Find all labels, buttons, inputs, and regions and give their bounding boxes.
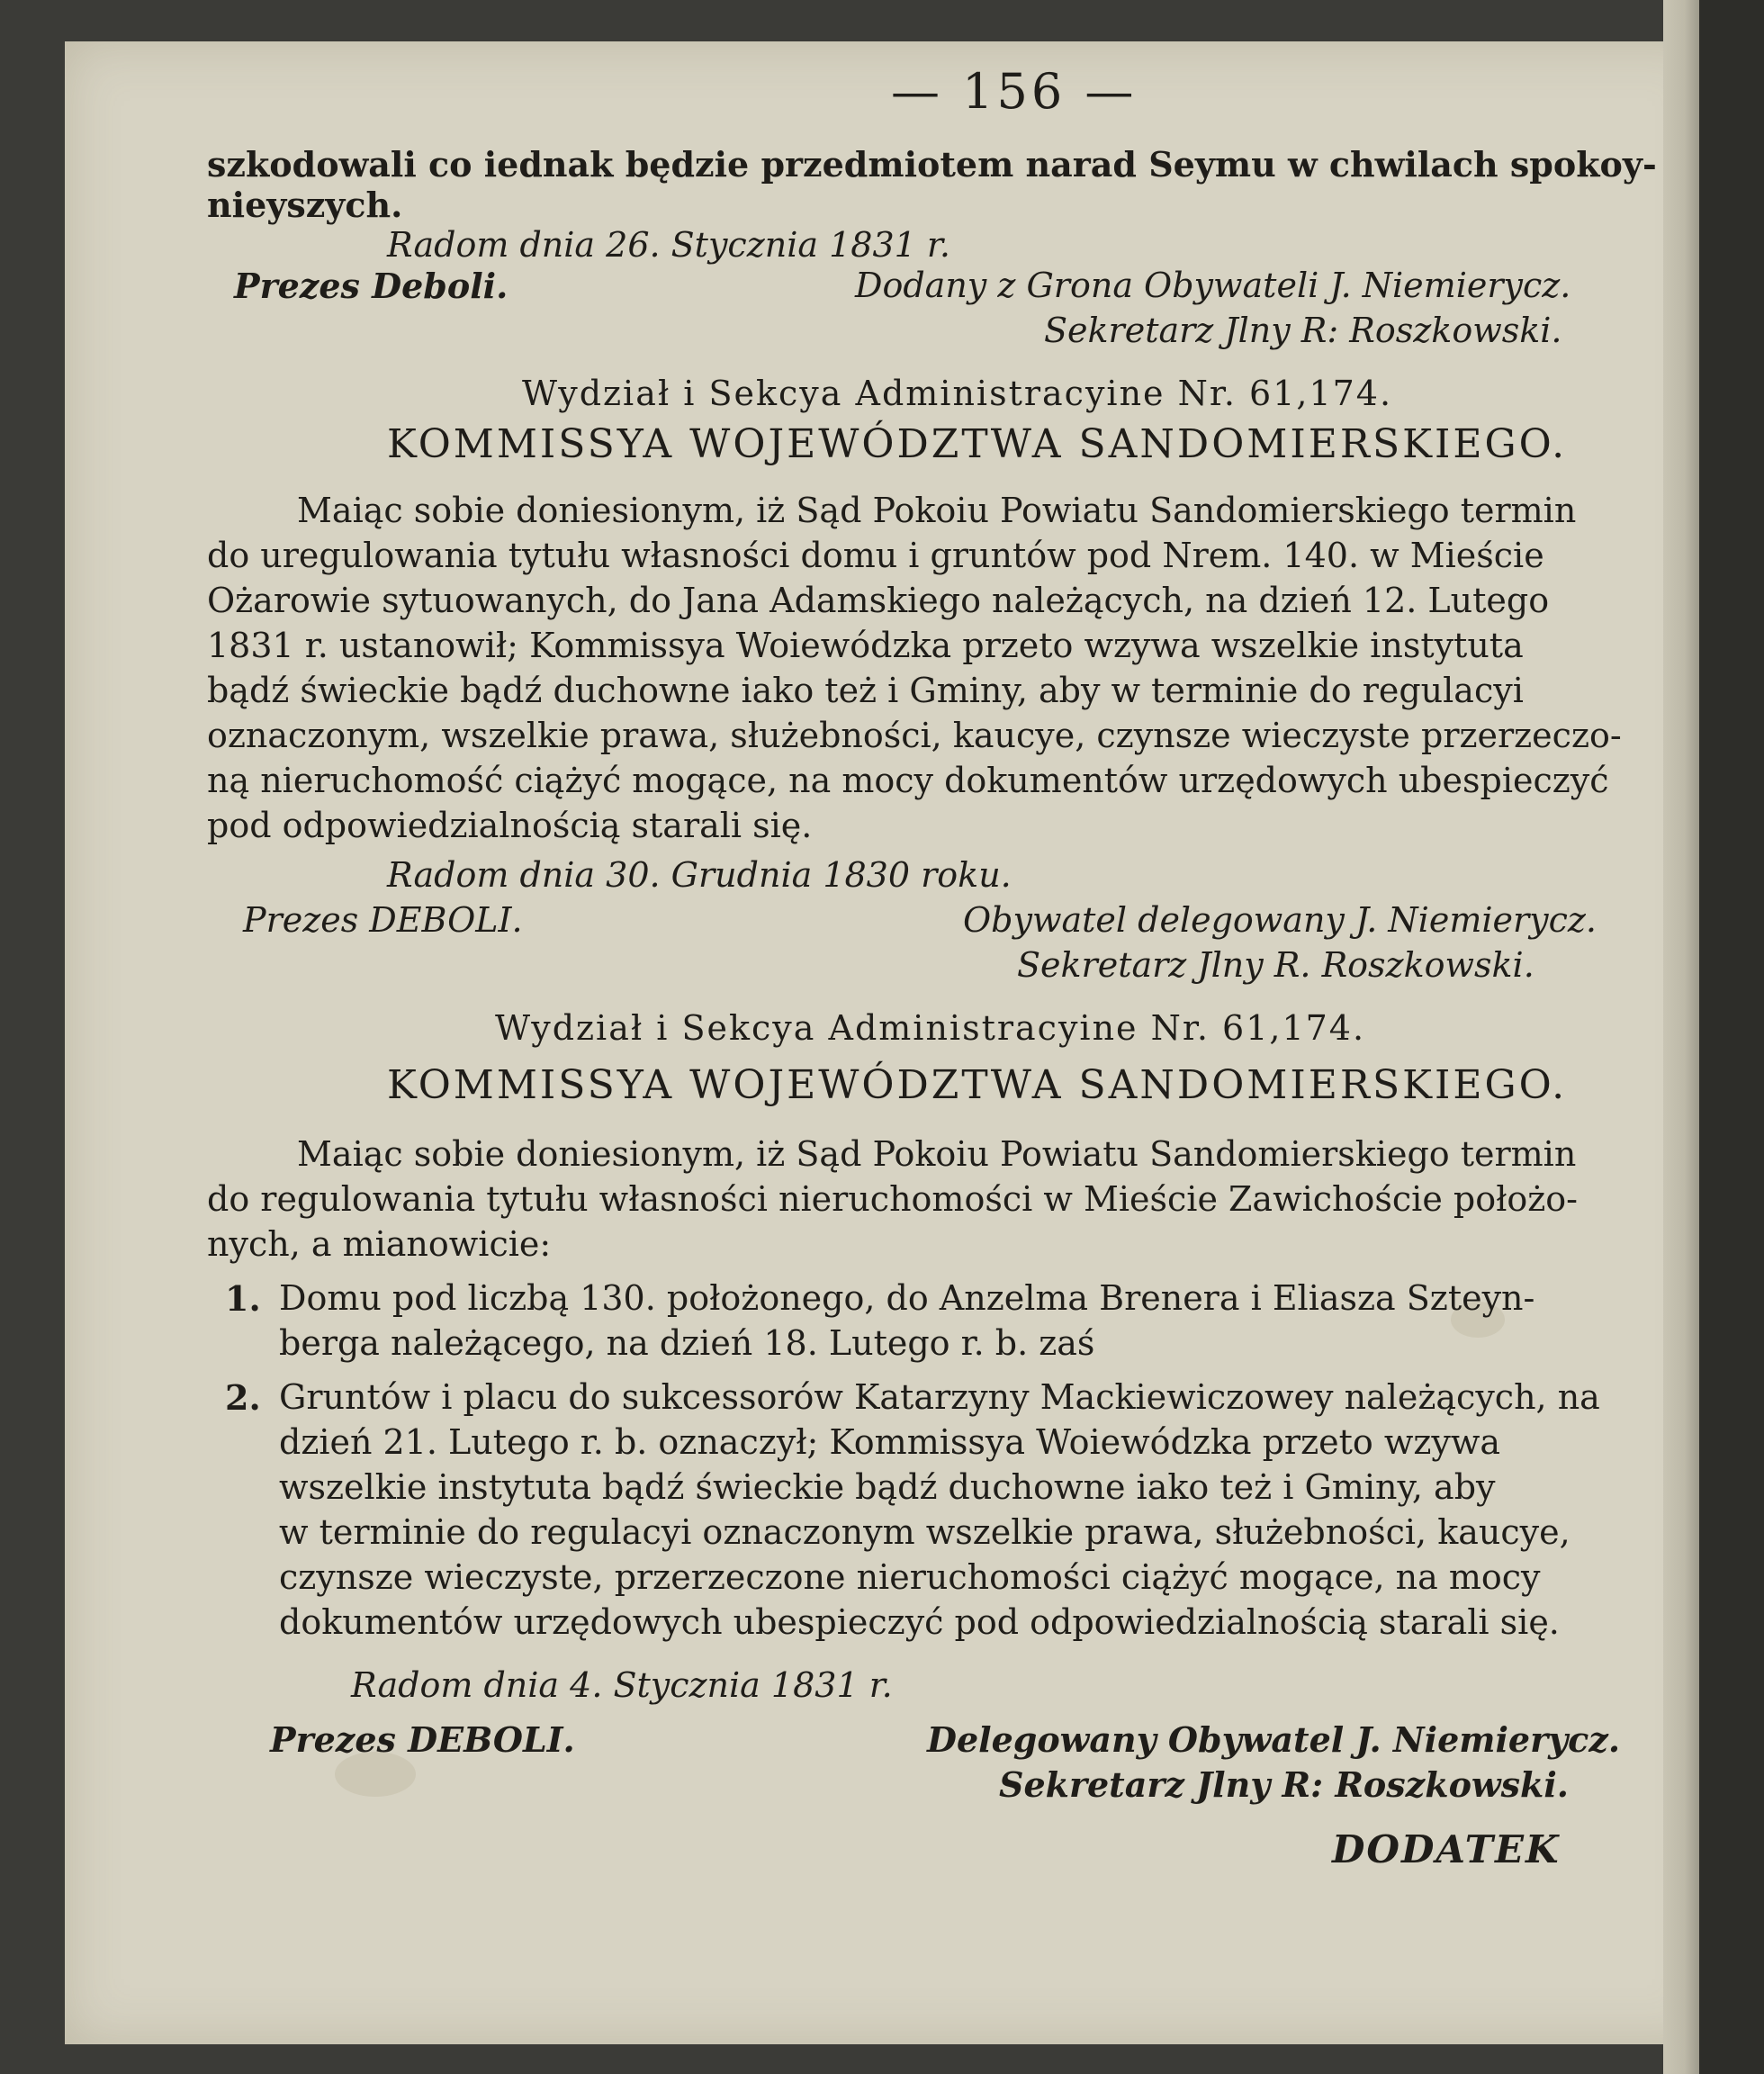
text-line: nieyszych. bbox=[207, 185, 403, 225]
text-line: wszelkie instytuta bądź świeckie bądź duchowne iako też i Gminy, aby bbox=[279, 1467, 1496, 1507]
citizen-signature: Delegowany Obywatel J. Niemierycz. bbox=[927, 1719, 1621, 1760]
date-line: Radom dnia 26. Stycznia 1831 r. bbox=[387, 225, 950, 265]
citizen-signature: Obywatel delegowany J. Niemierycz. bbox=[963, 900, 1598, 940]
text-line: czynsze wieczyste, przerzeczone nieruchomości ciążyć mogące, na mocy bbox=[279, 1557, 1541, 1597]
text-line: dzień 21. Lutego r. b. oznaczył; Kommissya Woiewódzka przeto wzywa bbox=[279, 1422, 1501, 1462]
president-signature: Prezes Deboli. bbox=[234, 266, 508, 306]
text-line: w terminie do regulacyi oznaczonym wszelkie prawa, służebności, kaucye, bbox=[279, 1512, 1570, 1552]
text-line: 1831 r. ustanowił; Kommissya Woiewódzka przeto wzywa wszelkie instytuta bbox=[207, 626, 1524, 665]
secretary-signature: Sekretarz Jlny R. Roszkowski. bbox=[1017, 945, 1534, 985]
page-edge bbox=[1663, 0, 1699, 2074]
text-line: szkodowali co iednak będzie przedmiotem narad Seymu w chwilach spokoy- bbox=[207, 144, 1657, 185]
notice-heading: KOMMISSYA WOJEWÓDZTWA SANDOMIERSKIEGO. bbox=[387, 1062, 1568, 1108]
text-line: nych, a mianowicie: bbox=[207, 1224, 552, 1264]
text-line: ną nieruchomość ciążyć mogące, na mocy dokumentów urzędowych ubespieczyć bbox=[207, 761, 1609, 800]
text-line: Ożarowie sytuowanych, do Jana Adamskiego należących, na dzień 12. Lutego bbox=[207, 581, 1550, 620]
text-line: Gruntów i placu do sukcessorów Katarzyny Mackiewiczowey należących, na bbox=[279, 1377, 1600, 1417]
text-line: bądź świeckie bądź duchowne iako też i Gminy, aby w terminie do regulacyi bbox=[207, 671, 1524, 710]
date-line: Radom dnia 30. Grudnia 1830 roku. bbox=[387, 855, 1012, 895]
secretary-signature: Sekretarz Jlny R: Roszkowski. bbox=[999, 1764, 1570, 1805]
page-number: — 156 — bbox=[891, 63, 1138, 120]
president-signature: Prezes DEBOLI. bbox=[243, 900, 523, 940]
president-signature: Prezes DEBOLI. bbox=[270, 1719, 575, 1760]
text-line: Maiąc sobie doniesionym, iż Sąd Pokoiu Powiatu Sandomierskiego termin bbox=[297, 491, 1577, 530]
binding-spine bbox=[1699, 0, 1764, 2074]
department-line: Wydział i Sekcya Administracyine Nr. 61,174. bbox=[495, 1008, 1366, 1048]
text-line: Maiąc sobie doniesionym, iż Sąd Pokoiu Powiatu Sandomierskiego termin bbox=[297, 1134, 1577, 1174]
text-line: Domu pod liczbą 130. położonego, do Anzelma Brenera i Eliasza Szteyn- bbox=[279, 1278, 1535, 1318]
item-number: 2. bbox=[225, 1377, 261, 1418]
text-line: berga należącego, na dzień 18. Lutego r. b. zaś bbox=[279, 1323, 1095, 1363]
department-line: Wydział i Sekcya Administracyine Nr. 61,174. bbox=[522, 374, 1393, 413]
text-line: do uregulowania tytułu własności domu i gruntów pod Nrem. 140. w Mieście bbox=[207, 536, 1544, 575]
item-number: 1. bbox=[225, 1278, 261, 1319]
notice-heading: KOMMISSYA WOJEWÓDZTWA SANDOMIERSKIEGO. bbox=[387, 421, 1568, 467]
text-line: pod odpowiedzialnością starali się. bbox=[207, 806, 813, 845]
date-line: Radom dnia 4. Stycznia 1831 r. bbox=[351, 1665, 893, 1705]
text-line: do regulowania tytułu własności nieruchomości w Mieście Zawichoście położo- bbox=[207, 1179, 1579, 1219]
secretary-signature: Sekretarz Jlny R: Roszkowski. bbox=[1044, 311, 1562, 350]
text-line: dokumentów urzędowych ubespieczyć pod odpowiedzialnością starali się. bbox=[279, 1602, 1560, 1642]
citizen-signature: Dodany z Grona Obywateli J. Niemierycz. bbox=[855, 266, 1571, 305]
catchword: DODATEK bbox=[1332, 1827, 1561, 1871]
text-line: oznaczonym, wszelkie prawa, służebności, kaucye, czynsze wieczyste przerzeczo- bbox=[207, 716, 1622, 755]
